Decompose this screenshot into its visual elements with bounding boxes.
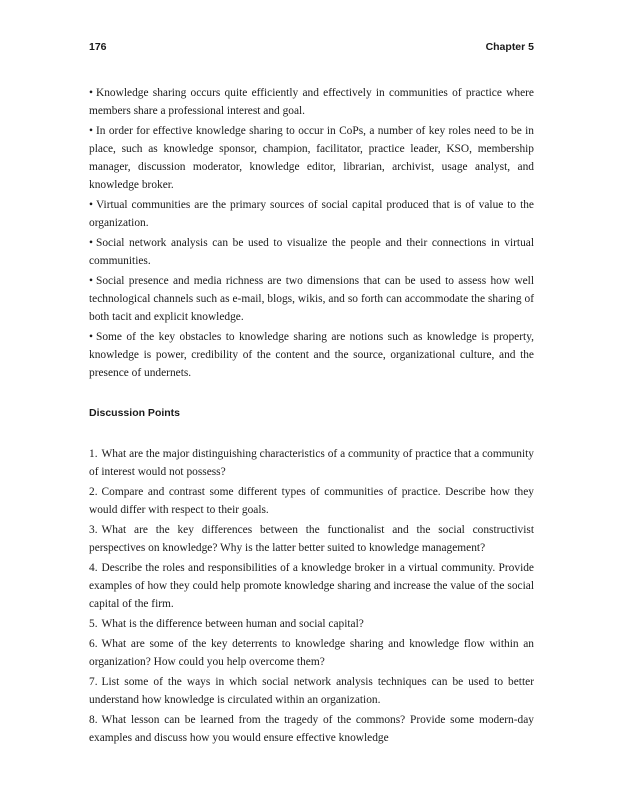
- bullet-item: [89, 234, 534, 270]
- discussion-item: [89, 615, 534, 633]
- bullet-item: [89, 328, 534, 382]
- item-number: 2.: [89, 486, 98, 498]
- item-text: What is the difference between human and social capital?: [101, 618, 364, 630]
- bullet-mark: •: [89, 237, 93, 249]
- item-text: What lesson can be learned from the tragedy of the commons? Provide some modern-day examples and discuss how you would ensure effective knowledge: [89, 714, 534, 744]
- discussion-item: [89, 445, 534, 481]
- bullet-item: [89, 196, 534, 232]
- section-heading: Discussion Points: [89, 407, 181, 419]
- discussion-item: [89, 711, 534, 747]
- discussion-item: [89, 635, 534, 671]
- item-text: What are some of the key deterrents to knowledge sharing and knowledge flow within an organization? How could you help overcome them?: [89, 638, 534, 668]
- chapter-label: Chapter 5: [485, 41, 534, 53]
- item-number: 5.: [89, 618, 98, 630]
- discussion-item: [89, 483, 534, 519]
- discussion-item: [89, 673, 534, 709]
- bullet-mark: •: [89, 87, 93, 99]
- bullet-text: Some of the key obstacles to knowledge sharing are notions such as knowledge is property, knowledge is power, credibility of the content and the source, organizational culture, and the presence of undernets.: [89, 331, 534, 379]
- item-text: Compare and contrast some different types of communities of practice. Describe how they would differ with respect to their goals.: [89, 486, 534, 516]
- bullet-item: [89, 122, 534, 194]
- bullet-mark: •: [89, 331, 93, 343]
- bullet-mark: •: [89, 199, 93, 211]
- item-number: 7.: [89, 676, 98, 688]
- item-number: 6.: [89, 638, 98, 650]
- bullet-text: Social network analysis can be used to visualize the people and their connections in virtual communities.: [89, 237, 534, 267]
- item-text: What are the key differences between the functionalist and the social constructivist perspectives on knowledge? Why is the latter better suited to knowledge management?: [89, 524, 534, 554]
- discussion-item: [89, 521, 534, 557]
- bullet-mark: •: [89, 125, 93, 137]
- page-header: [89, 41, 534, 55]
- item-number: 4.: [89, 562, 98, 574]
- bullet-text: Virtual communities are the primary sources of social capital produced that is of value to the organization.: [89, 199, 534, 229]
- item-number: 3.: [89, 524, 98, 536]
- page-number: 176: [89, 41, 107, 53]
- item-text: List some of the ways in which social network analysis techniques can be used to better understand how knowledge is circulated within an organization.: [89, 676, 534, 706]
- page-body: [89, 84, 534, 749]
- bullet-text: In order for effective knowledge sharing to occur in CoPs, a number of key roles need to be in place, such as knowledge sponsor, champion, facilitator, practice leader, KSO, membership manager, discussion moderator, knowledge editor, librarian, archivist, usage analyst, and knowledge broker.: [89, 125, 534, 191]
- item-text: Describe the roles and responsibilities of a knowledge broker in a virtual community. Provide examples of how they could help promote knowledge sharing and increase the value of the social capital of the firm.: [89, 562, 534, 610]
- item-number: 8.: [89, 714, 98, 726]
- bullet-text: Social presence and media richness are two dimensions that can be used to assess how well technological channels such as e-mail, blogs, wikis, and so forth can accommodate the sharing of both tacit and explicit knowledge.: [89, 275, 534, 323]
- item-text: What are the major distinguishing characteristics of a community of practice that a community of interest would not possess?: [89, 448, 534, 478]
- discussion-item: [89, 559, 534, 613]
- bullet-mark: •: [89, 275, 93, 287]
- bullet-item: [89, 272, 534, 326]
- item-number: 1.: [89, 448, 98, 460]
- bullet-text: Knowledge sharing occurs quite efficiently and effectively in communities of practice where members share a professional interest and goal.: [89, 87, 534, 117]
- bullet-item: [89, 84, 534, 120]
